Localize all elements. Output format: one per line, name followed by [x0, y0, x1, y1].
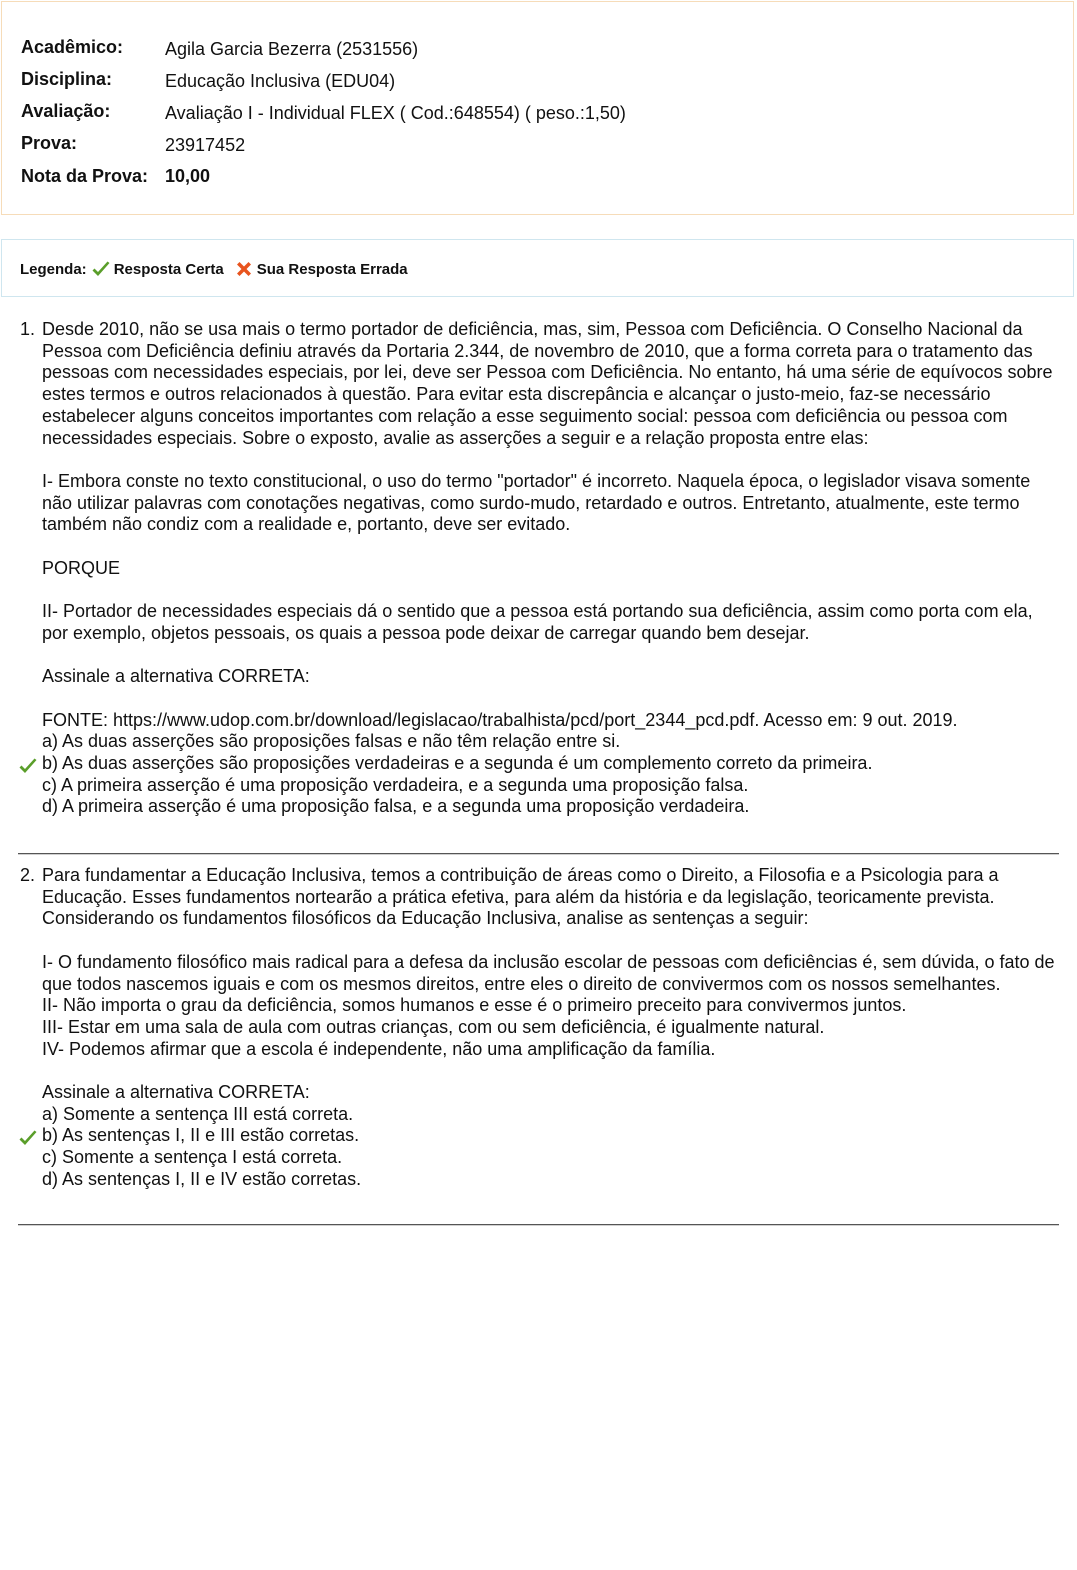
option-a — [42, 1104, 1062, 1126]
option-text: a) Somente a sentença III está correta. — [42, 1103, 354, 1124]
legend — [20, 259, 408, 279]
info-value: Avaliação I - Individual FLEX ( Cod.:648554) ( peso.:1,50) — [165, 103, 626, 123]
option-d — [42, 796, 1062, 818]
sentence-i: I- O fundamento filosófico mais radical para a defesa da inclusão escolar de pessoas com deficiências é, sem dúvida, o fato de que todos nascemos iguais e com os mesmos direitos, entre eles o direito de convivermos com os nossos semelhantes. — [42, 951, 1055, 994]
info-label: Nota da Prova: — [21, 166, 149, 186]
sentence-iii: III- Estar em uma sala de aula com outras crianças, com ou sem deficiência, é igualmente natural. — [42, 1016, 825, 1037]
cross-icon — [234, 259, 254, 279]
option-text: c) Somente a sentença I está correta. — [42, 1147, 343, 1168]
legend-correct-label: Resposta Certa — [113, 260, 224, 278]
question-body — [42, 865, 1062, 1191]
assertion-i: I- Embora conste no texto constitucional, o uso do termo "portador" é incorreto. Naquela época, o legislador visava somente não utilizar palavras com conotações negativas, como surdo-mudo, retardado e outros. Entretanto, atualmente, este termo também não condiz com a realidade e, portanto, deve ser evitado. — [42, 470, 1031, 535]
option-b-correct — [42, 753, 1062, 775]
question-number: 2. — [20, 865, 36, 885]
check-icon — [91, 260, 111, 278]
info-label: Prova: — [21, 133, 78, 153]
legend-wrong-label: Sua Resposta Errada — [256, 260, 408, 278]
check-icon — [18, 1129, 38, 1153]
info-value: 23917452 — [165, 135, 246, 155]
option-c — [42, 1147, 1062, 1169]
option-text: b) As sentenças I, II e III estão corretas. — [42, 1125, 360, 1146]
question-statement: Para fundamentar a Educação Inclusiva, temos a contribuição de áreas como o Direito, a Filosofia e a Psicologia para a Educação. Esses fundamentos nortearão a prática efetiva, para além da história e da legislação, teoricamente prevista. Considerando os fundamentos filosóficos da Educação Inclusiva, analise as sentenças a seguir: — [42, 865, 999, 929]
assertion-ii: II- Portador de necessidades especiais dá o sentido que a pessoa está portando sua deficiência, assim como porta com ela, por exemplo, objetos pessoais, os quais a pessoa pode deixar de carregar quando bem desejar. — [42, 601, 1033, 643]
sentence-iv: IV- Podemos afirmar que a escola é independente, não uma amplificação da família. — [42, 1038, 716, 1059]
question-statement: Desde 2010, não se usa mais o termo portador de deficiência, mas, sim, Pessoa com Deficiência. O Conselho Nacional da Pessoa com Deficiência definiu através da Portaria 2.344, de novembro de 2010, que a forma correta para o tratamento das pessoas com necessidades especiais, por lei, deve ser Pessoa com Deficiência. No entanto, há uma série de equívocos sobre estes termos e outros relacionados à questão. Para evitar esta discrepância e alcançar o justo-meio, faz-se necessário estabelecer alguns conceitos importantes com relação a esse seguimento social: pessoa com deficiência ou pessoa com necessidades especiais. Sobre o exposto, avalie as asserções a seguir e a relação proposta entre elas: — [42, 319, 1053, 448]
option-d — [42, 1169, 1062, 1191]
info-value: Educação Inclusiva (EDU04) — [165, 71, 396, 91]
info-value: Agila Garcia Bezerra (2531556) — [165, 39, 419, 59]
question-divider — [18, 853, 1059, 855]
exam-info-panel — [1, 1, 1074, 215]
option-text: d) As sentenças I, II e IV estão corretas. — [42, 1168, 362, 1189]
option-b-correct — [42, 1125, 1062, 1147]
question-body — [42, 319, 1062, 818]
instruction: Assinale a alternativa CORRETA: — [42, 666, 310, 687]
connector-text: PORQUE — [42, 557, 121, 578]
legend-panel — [1, 239, 1074, 297]
option-text: b) As duas asserções são proposições verdadeiras e a segunda é um complemento correto da primeira. — [42, 752, 873, 773]
instruction: Assinale a alternativa CORRETA: — [42, 1082, 310, 1102]
sentence-ii: II- Não importa o grau da deficiência, somos humanos e esse é o primeiro preceito para convivermos juntos. — [42, 995, 907, 1016]
option-text: d) A primeira asserção é uma proposição falsa, e a segunda uma proposição verdadeira. — [42, 796, 750, 817]
info-label: Acadêmico: — [21, 37, 124, 57]
legend-label: Legenda: — [20, 260, 87, 278]
option-text: c) A primeira asserção é uma proposição verdadeira, e a segunda uma proposição falsa. — [42, 774, 749, 795]
info-label: Disciplina: — [21, 69, 113, 89]
check-icon — [18, 757, 38, 781]
source-text: FONTE: https://www.udop.com.br/download/legislacao/trabalhista/pcd/port_2344_pcd.pdf. Acesso em: 9 out. 2019. — [42, 709, 958, 730]
grade-value: 10,00 — [165, 166, 211, 186]
option-a — [42, 731, 1062, 753]
option-c — [42, 775, 1062, 797]
question-divider — [18, 1224, 1059, 1226]
question-number: 1. — [20, 319, 36, 339]
info-label: Avaliação: — [21, 101, 111, 121]
option-text: a) As duas asserções são proposições falsas e não têm relação entre si. — [42, 731, 621, 752]
